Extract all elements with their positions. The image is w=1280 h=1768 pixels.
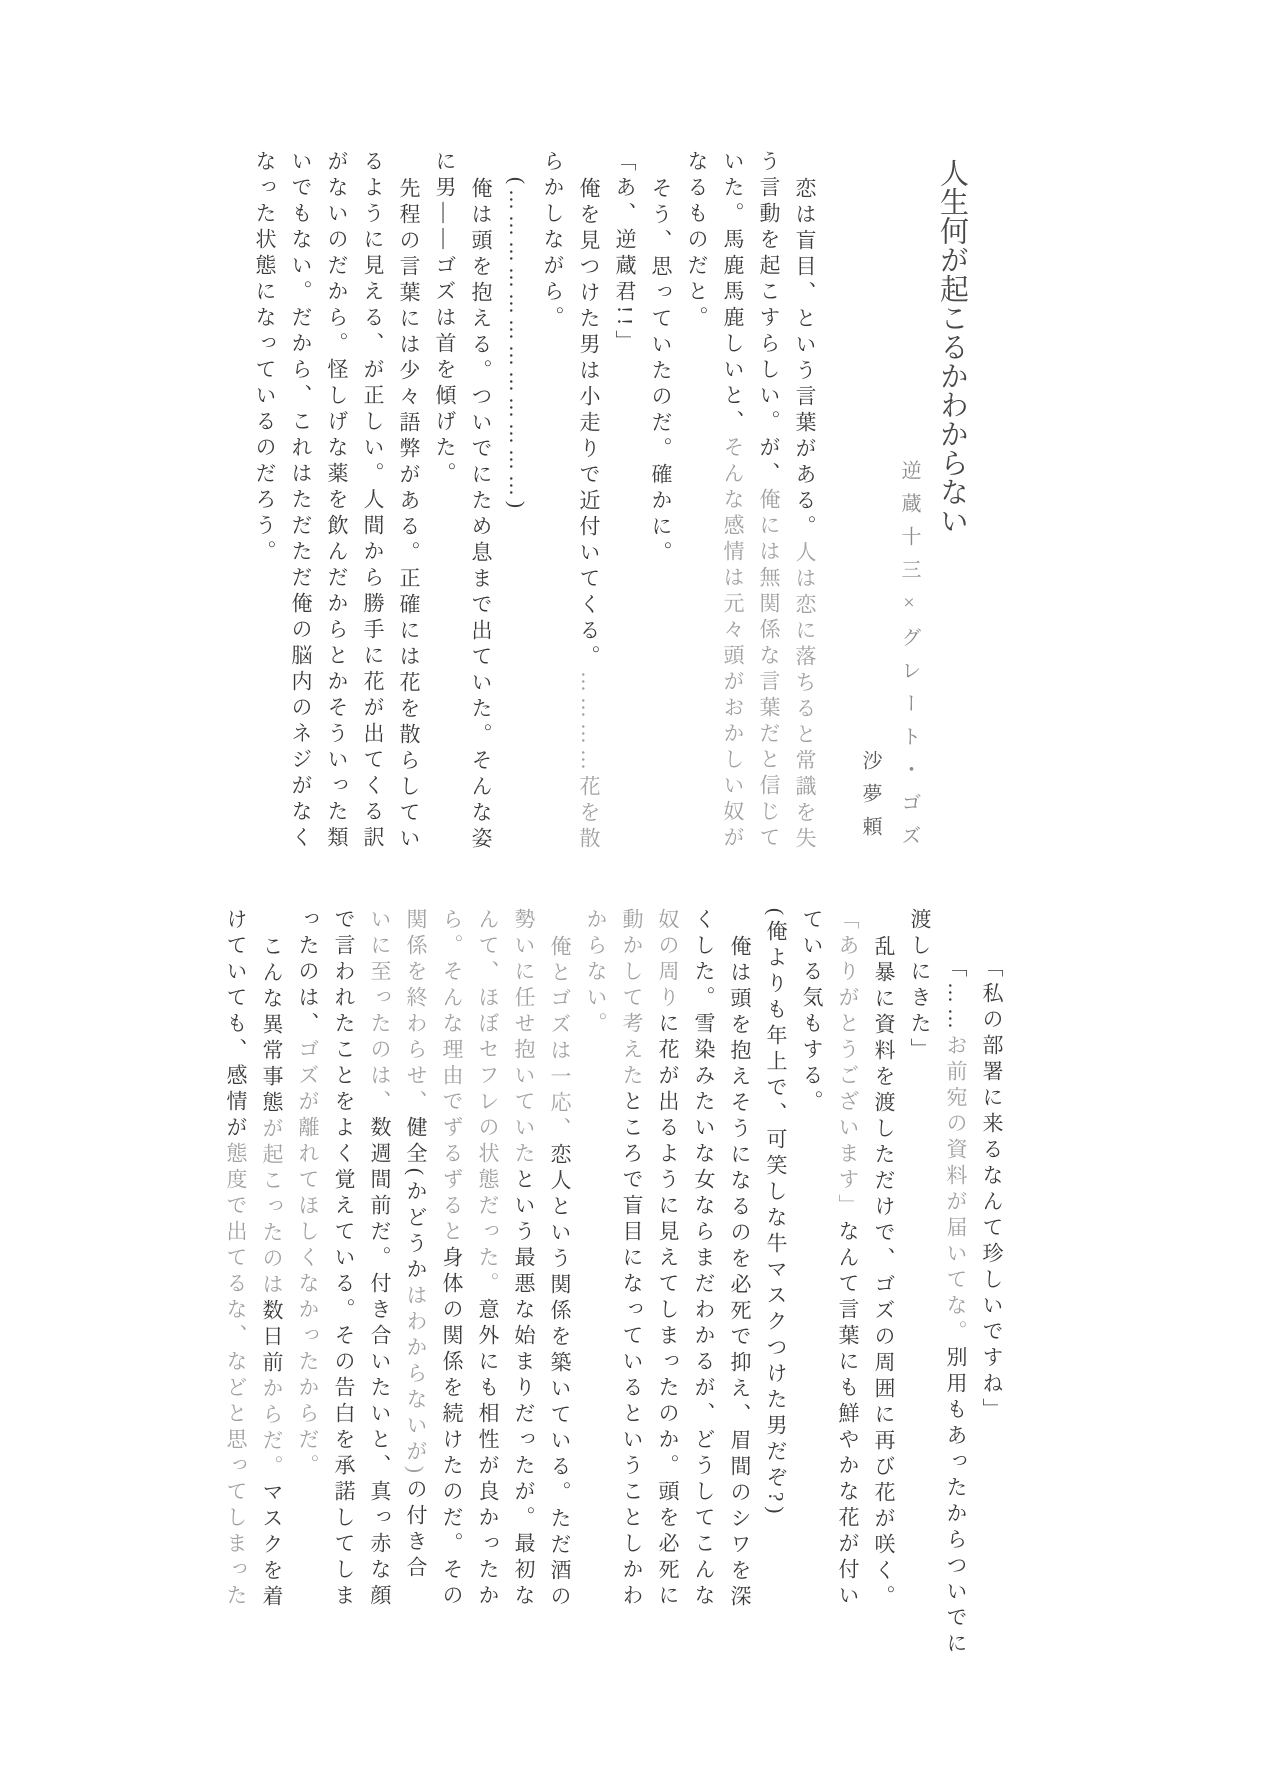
text-line xyxy=(506,908,542,1720)
text-line xyxy=(362,908,398,1720)
text-segment: に花が出るように見えてしまったのか。頭を必死に xyxy=(656,1012,680,1610)
text-line xyxy=(542,908,578,1720)
text-segment: なるものだと。 xyxy=(685,150,709,332)
text-segment: 俺には無関係な言葉だと信じて xyxy=(757,488,781,852)
text-line xyxy=(398,908,434,1720)
text-segment: くした。雪染みたいな女ならまだわかるが、どうしてこんな xyxy=(692,908,716,1610)
text-segment: けていても、感情が xyxy=(224,908,248,1142)
text-segment: 俺は頭を抱える。ついでにため息まで出ていた。そんな姿 xyxy=(469,177,493,853)
text-line xyxy=(614,908,650,1720)
text-segment: がないのだから。怪しげな薬を飲んだからとかそういった類 xyxy=(325,150,349,852)
page-title: 人生何が起こるかわからない xyxy=(936,158,968,535)
text-segment: いた。馬鹿馬鹿しいと、 xyxy=(721,150,745,436)
text-segment: 俺を見つけた男は小走りで近付いてくる。 xyxy=(577,177,601,671)
text-segment: 「…… xyxy=(944,956,968,1034)
text-segment: 数日前 xyxy=(260,1299,284,1377)
text-line xyxy=(607,150,643,950)
text-line xyxy=(319,150,355,950)
text-line xyxy=(571,150,607,950)
text-segment: らかしながら。 xyxy=(541,150,565,332)
text-line xyxy=(283,150,319,950)
text-segment: という最悪な始まりだったが。最初な xyxy=(512,1168,536,1610)
text-segment: お前宛の資料が届いてな。 xyxy=(944,1034,968,1346)
text-line xyxy=(974,908,1010,1720)
text-segment: 先程の言葉には少々語弊がある。正確には花を散らしてい xyxy=(397,177,421,853)
text-segment: う言動を起こすらしい。が、 xyxy=(757,150,781,488)
text-line xyxy=(715,150,751,950)
text-segment: なんて言葉にも鮮やかな花が付い xyxy=(836,1220,860,1610)
text-segment: 人は恋に落ちると常識を失 xyxy=(793,541,817,853)
text-segment: 俺とゴズは一応、 xyxy=(548,935,572,1143)
text-segment: からだ。 xyxy=(260,1377,284,1481)
text-line xyxy=(902,908,938,1720)
text-line xyxy=(866,908,902,1720)
text-line xyxy=(830,908,866,1720)
text-segment: るように見える、が正しい。人間から勝手に花が出てくる訳 xyxy=(361,150,385,852)
text-segment: 乱暴に資料を渡しただけで、ゴズの周囲に再び花が咲く。 xyxy=(872,935,896,1611)
text-line xyxy=(470,908,506,1720)
text-segment: 健全(かどうか xyxy=(404,1116,428,1284)
text-segment: 身体の関係を続けたのだ。その xyxy=(440,1246,464,1610)
text-line xyxy=(650,908,686,1720)
text-segment: なった状態になっているのだろう。 xyxy=(253,150,277,566)
text-segment: 勢いに任せ抱いていた xyxy=(512,908,536,1168)
text-segment: 動かして考えた xyxy=(620,908,644,1090)
text-segment: ところで盲目になっているということしかわ xyxy=(620,1090,644,1610)
text-segment: 「あ、逆蔵君!!」 xyxy=(613,150,637,356)
text-segment: ている気もする。 xyxy=(800,908,824,1116)
text-line xyxy=(326,908,362,1720)
text-segment: (俺よりも年上で、可笑しな牛マスクつけた男だぞ?) xyxy=(764,908,788,1519)
text-segment: 態度で出てるな、 xyxy=(224,1142,248,1350)
top-page-text-block xyxy=(247,150,975,950)
text-segment: いに至ったのは、 xyxy=(368,908,392,1116)
text-line xyxy=(751,150,787,950)
text-segment: の付き合 xyxy=(404,1478,428,1582)
text-segment: 恋は盲目、という言葉がある。 xyxy=(793,177,817,541)
text-segment: (………………………………) xyxy=(505,177,529,513)
text-line xyxy=(434,908,470,1720)
text-line xyxy=(686,908,722,1720)
pairing-subtitle: 逆蔵十三×グレート・ゴズ xyxy=(898,460,920,858)
text-segment: マスクを着 xyxy=(260,1481,284,1611)
text-line xyxy=(355,150,391,950)
text-segment: 別用もあったからついでに xyxy=(944,1346,968,1658)
text-segment: ゴズが離れてほしくなかったからだ。 xyxy=(296,1038,320,1480)
text-line xyxy=(391,150,427,950)
text-segment: 「ありがとうございます」 xyxy=(836,908,860,1220)
text-line xyxy=(535,150,571,950)
text-line xyxy=(247,150,283,950)
text-segment: が起こったのは xyxy=(260,1117,284,1299)
text-segment: 関係を終わらせ、 xyxy=(404,908,428,1116)
text-segment: んて、ほぼセフレの状態だった。 xyxy=(476,908,500,1298)
text-line xyxy=(254,908,290,1720)
text-segment: はわからないが) xyxy=(404,1284,428,1478)
text-line xyxy=(578,908,614,1720)
text-segment: 渡しにきた」 xyxy=(908,908,932,1064)
text-line xyxy=(679,150,715,950)
text-line xyxy=(643,150,679,950)
text-line xyxy=(787,150,823,950)
text-line xyxy=(938,908,974,1720)
text-line xyxy=(463,150,499,950)
text-segment: などと思ってしまった xyxy=(224,1350,248,1610)
text-line xyxy=(427,150,463,950)
author-name: 沙夢頼 xyxy=(859,750,881,849)
text-line xyxy=(794,908,830,1720)
text-line xyxy=(218,908,254,1720)
text-segment: 俺は頭を抱えそうになるのを必死で抑え、眉間のシワを深 xyxy=(728,935,752,1611)
text-line xyxy=(499,150,535,950)
bottom-page-text-block xyxy=(218,908,1010,1720)
text-segment: に男――ゴズは首を傾げた。 xyxy=(433,150,457,488)
text-segment: 意外にも相性が良かったか xyxy=(476,1298,500,1610)
text-segment: 「私の部署に来るなんて珍しいですね」 xyxy=(980,956,1004,1424)
text-line xyxy=(722,908,758,1720)
text-segment: 数週間前だ。付き合いたいと、真っ赤な顔 xyxy=(368,1116,392,1610)
text-segment: いでもない。だから、これはただただ俺の脳内のネジがなく xyxy=(289,150,313,852)
text-segment: そんな感情は元々頭がおかしい奴が xyxy=(721,436,745,852)
text-segment: で言われたことをよく覚えている。その告白を承諾してしま xyxy=(332,908,356,1610)
text-segment: ら。そんな理由でずるずると xyxy=(440,908,464,1246)
text-segment: からない。 xyxy=(584,908,608,1038)
text-segment: 恋人という関係を築いている。ただ酒の xyxy=(548,1143,572,1611)
text-line xyxy=(758,908,794,1720)
text-segment: そう、思っていたのだ。確かに。 xyxy=(649,177,673,567)
text-segment: 奴の周り xyxy=(656,908,680,1012)
text-segment: こんな異常事態 xyxy=(260,935,284,1117)
text-segment: ったのは、 xyxy=(296,908,320,1038)
text-line xyxy=(290,908,326,1720)
text-segment: …………花を散 xyxy=(577,671,601,853)
